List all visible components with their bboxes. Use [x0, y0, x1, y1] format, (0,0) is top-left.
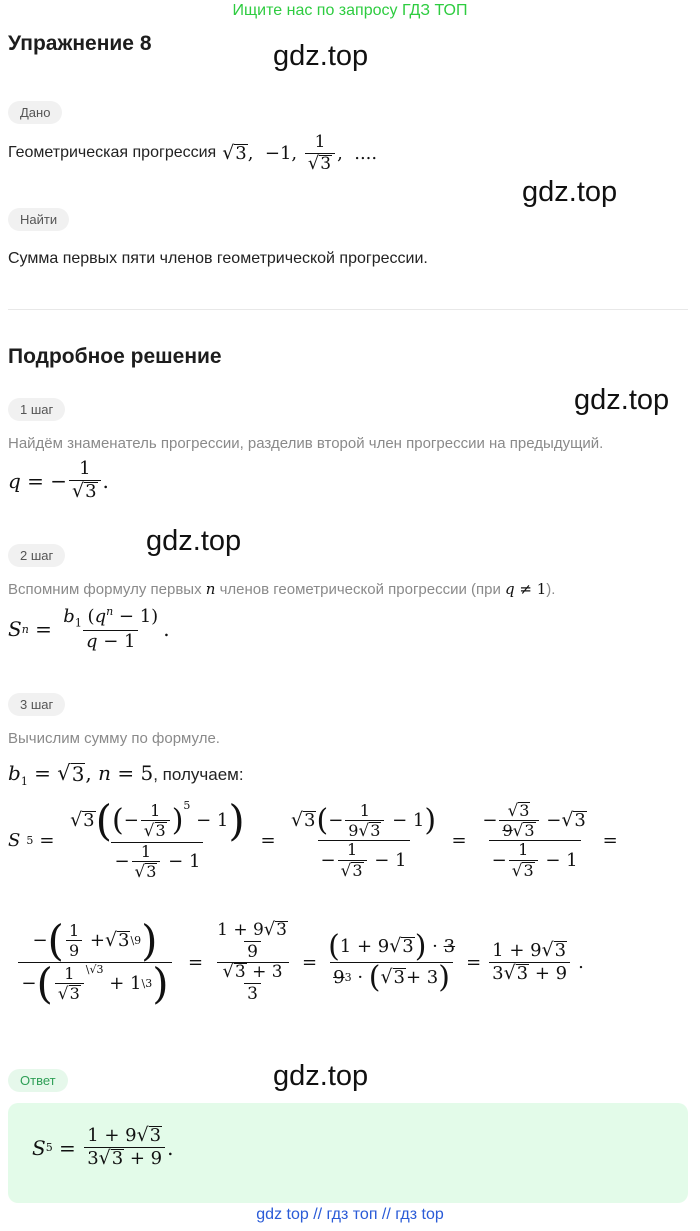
solution-title: Подробное решение: [8, 345, 222, 368]
watermark: gdz.top: [146, 525, 242, 557]
given-badge: [8, 101, 62, 124]
answer-label: Ответ: [8, 1069, 68, 1092]
given-text: [8, 133, 377, 174]
step-2-label: 2 шаг: [8, 544, 65, 567]
watermark: gdz.top: [574, 384, 670, 416]
step-2-badge: [8, 544, 65, 567]
page-title: Упражнение 8: [8, 32, 152, 55]
step-2-formula: S n = $\frac{b_1 (q^n - 1)}{q - 1}$ .: [8, 605, 170, 653]
find-text: Сумма первых пяти членов геометрической прогрессии.: [8, 250, 428, 267]
step-1-badge: [8, 398, 65, 421]
step-1-text: Найдём знаменатель прогрессии, разделив второй член прогрессии на предыдущий.: [8, 435, 604, 452]
given-description: Геометрическая прогрессия: [8, 144, 217, 162]
step-3-given-values: $b_1$ = √ 3 , n = 5 , получаем:: [8, 761, 244, 788]
step-1-label: 1 шаг: [8, 398, 65, 421]
section-divider: [8, 309, 688, 310]
step-3-badge: [8, 693, 65, 716]
step-3-text: Вычислим сумму по формуле.: [8, 730, 220, 747]
promo-banner[interactable]: Ищите нас по запросу ГДЗ ТОП: [232, 2, 468, 19]
step-1-formula: q = − 1 √ 3 .: [8, 458, 109, 502]
watermark: gdz.top: [522, 176, 618, 208]
watermark: gdz.top: [273, 40, 369, 72]
computation-line-2: − ( $\frac{1}{9}$ + √ 3 \9 ) − ( 1 √ 3 $^{\backslash√3}$ + 1 \3 ) = 1 + 9 √ 3 9 √ 3 + 3 3 = ( 1 + 9 √ 3 ) · 3 9 3 · ( √ 3 + 3 ) = 1 + 9 √ 3 3 √ 3 + 9 .: [8, 920, 698, 1005]
step-3-label: 3 шаг: [8, 693, 65, 716]
find-label: Найти: [8, 208, 69, 231]
step-2-text: Вспомним формулу первых n членов геометрической прогрессии (при q ≠ 1).: [8, 580, 556, 598]
given-sequence-formula: √ 3 , −1, 1 √ 3 , ....: [222, 132, 378, 174]
watermark: gdz.top: [273, 1060, 369, 1092]
answer-formula: S 5 = 1 + 9 √ 3 3 √ 3 + 9 .: [32, 1124, 174, 1169]
answer-badge: [8, 1069, 68, 1092]
find-badge: [8, 208, 69, 231]
footer-links[interactable]: gdz top // гдз топ // гдз top: [256, 1206, 444, 1223]
computation-line-1: S 5 = √ 3 ( ( − 1 √ 3 ) $^5$ − 1 ) − 1 √ 3 − 1 = √ 3 ( − 1 9 √ 3 − 1 ) − 1 √ 3 − 1 = − √ 3 9 √ 3 − √ 3 − 1 √ 3 − 1 =: [8, 796, 618, 882]
given-label: Дано: [8, 101, 62, 124]
